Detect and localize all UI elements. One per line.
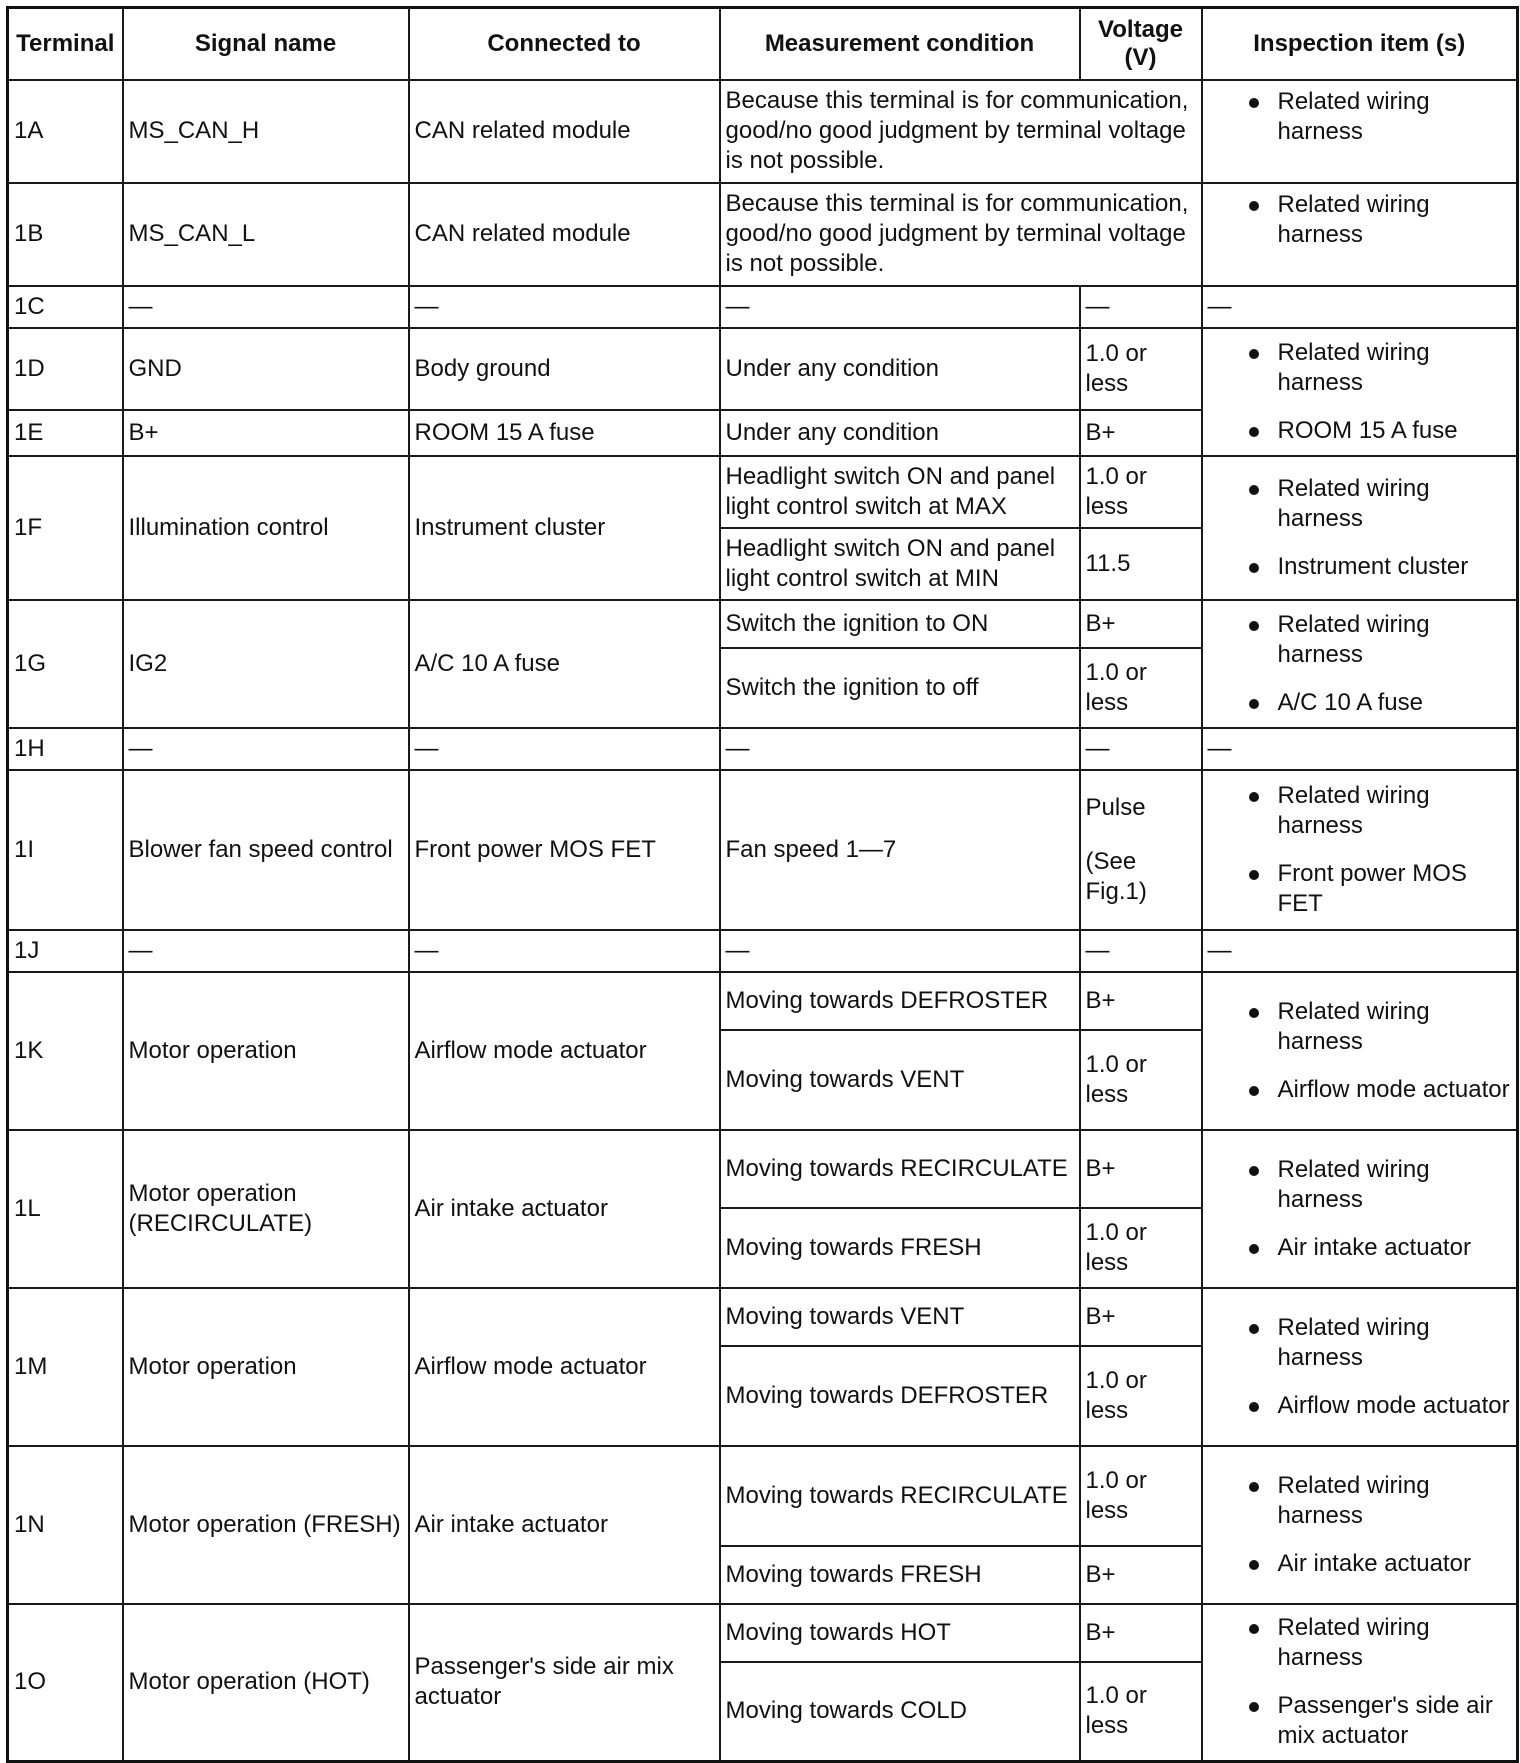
terminal-cell: 1E [8, 410, 123, 456]
condition-cell: Headlight switch ON and panel light control switch at MAX [720, 456, 1080, 528]
inspection-cell [1202, 770, 1518, 930]
inspection-cell [1202, 456, 1518, 600]
inspection-item: Air intake actuator [1208, 1549, 1512, 1579]
voltage-cell: B+ [1080, 600, 1202, 648]
voltage-note: (See Fig.1) [1085, 847, 1147, 905]
condition-cell: — [720, 728, 1080, 770]
terminal-cell: 1G [8, 600, 123, 728]
inspection-cell: — [1202, 728, 1518, 770]
inspection-cell [1202, 1446, 1518, 1604]
terminal-cell: 1M [8, 1288, 123, 1446]
condition-cell: Moving towards FRESH [720, 1208, 1080, 1288]
inspection-cell [1202, 600, 1518, 728]
condition-cell: Moving towards RECIRCULATE [720, 1446, 1080, 1546]
terminal-cell: 1I [8, 770, 123, 930]
header-voltage: Voltage (V) [1080, 8, 1202, 80]
terminal-cell: 1K [8, 972, 123, 1130]
inspection-item: Related wiring harness [1208, 87, 1512, 147]
condition-cell: Moving towards VENT [720, 1030, 1080, 1130]
signal-name-cell: Motor operation [123, 1288, 409, 1446]
table-row [8, 80, 1518, 183]
condition-cell: Fan speed 1—7 [720, 770, 1080, 930]
condition-cell: Headlight switch ON and panel light control switch at MIN [720, 528, 1080, 600]
signal-name-cell: — [123, 728, 409, 770]
table-row [8, 972, 1518, 1030]
signal-name-cell: MS_CAN_H [123, 80, 409, 183]
signal-name-cell: Blower fan speed control [123, 770, 409, 930]
signal-name-cell: IG2 [123, 600, 409, 728]
voltage-cell: 1.0 or less [1080, 1030, 1202, 1130]
condition-cell: Moving towards RECIRCULATE [720, 1130, 1080, 1208]
signal-name-cell: B+ [123, 410, 409, 456]
signal-name-cell: Motor operation (RECIRCULATE) [123, 1130, 409, 1288]
inspection-cell [1202, 1130, 1518, 1288]
table-row [8, 328, 1518, 410]
voltage-cell: B+ [1080, 972, 1202, 1030]
inspection-cell: — [1202, 930, 1518, 972]
signal-name-cell: MS_CAN_L [123, 183, 409, 286]
inspection-item: Passenger's side air mix actuator [1208, 1691, 1512, 1751]
signal-name-cell: Motor operation [123, 972, 409, 1130]
inspection-cell [1202, 972, 1518, 1130]
voltage-cell: — [1080, 286, 1202, 328]
table-row [8, 1130, 1518, 1208]
condition-cell: — [720, 930, 1080, 972]
table-row [8, 183, 1518, 286]
terminal-table [6, 6, 1519, 1763]
table-row [8, 456, 1518, 528]
inspection-item: Air intake actuator [1208, 1233, 1512, 1263]
voltage-cell: — [1080, 728, 1202, 770]
voltage-cell: 1.0 or less [1080, 456, 1202, 528]
connected-to-cell: CAN related module [409, 183, 720, 286]
connected-to-cell: Air intake actuator [409, 1446, 720, 1604]
condition-cell: Under any condition [720, 410, 1080, 456]
voltage-cell: — [1080, 930, 1202, 972]
terminal-cell: 1D [8, 328, 123, 410]
terminal-cell: 1C [8, 286, 123, 328]
voltage-cell: 1.0 or less [1080, 1662, 1202, 1762]
voltage-cell: 1.0 or less [1080, 648, 1202, 728]
voltage-cell: B+ [1080, 1288, 1202, 1346]
terminal-cell: 1N [8, 1446, 123, 1604]
terminal-cell: 1F [8, 456, 123, 600]
terminal-cell: 1A [8, 80, 123, 183]
connected-to-cell: Instrument cluster [409, 456, 720, 600]
terminal-cell: 1B [8, 183, 123, 286]
voltage-cell: 1.0 or less [1080, 1346, 1202, 1446]
inspection-item: Related wiring harness [1208, 610, 1512, 670]
header-inspection-items: Inspection item (s) [1202, 8, 1518, 80]
inspection-item: Related wiring harness [1208, 1613, 1512, 1673]
condition-cell: Switch the ignition to off [720, 648, 1080, 728]
signal-name-cell: — [123, 286, 409, 328]
signal-name-cell: — [123, 930, 409, 972]
voltage-cell: 1.0 or less [1080, 1208, 1202, 1288]
voltage-cell: 1.0 or less [1080, 1446, 1202, 1546]
table-row [8, 600, 1518, 648]
condition-cell: Moving towards HOT [720, 1604, 1080, 1662]
inspection-item: ROOM 15 A fuse [1208, 416, 1512, 446]
condition-cell: Moving towards VENT [720, 1288, 1080, 1346]
inspection-item: Related wiring harness [1208, 781, 1512, 841]
table-row [8, 1288, 1518, 1346]
header-connected-to: Connected to [409, 8, 720, 80]
inspection-item: A/C 10 A fuse [1208, 688, 1512, 718]
signal-name-cell: Motor operation (FRESH) [123, 1446, 409, 1604]
voltage-cell: B+ [1080, 1546, 1202, 1604]
table-row [8, 728, 1518, 770]
table-row [8, 770, 1518, 930]
inspection-cell: — [1202, 286, 1518, 328]
voltage-cell: B+ [1080, 410, 1202, 456]
communication-note-cell: Because this terminal is for communication, good/no good judgment by terminal voltage is not possible. [720, 80, 1202, 183]
communication-note-cell: Because this terminal is for communication, good/no good judgment by terminal voltage is not possible. [720, 183, 1202, 286]
connected-to-cell: — [409, 930, 720, 972]
inspection-item: Related wiring harness [1208, 1313, 1512, 1373]
inspection-item: Airflow mode actuator [1208, 1391, 1512, 1421]
connected-to-cell: Air intake actuator [409, 1130, 720, 1288]
inspection-item: Instrument cluster [1208, 552, 1512, 582]
connected-to-cell: CAN related module [409, 80, 720, 183]
inspection-item: Related wiring harness [1208, 338, 1512, 398]
header-signal-name: Signal name [123, 8, 409, 80]
inspection-cell [1202, 80, 1518, 183]
terminal-cell: 1H [8, 728, 123, 770]
condition-cell: Moving towards FRESH [720, 1546, 1080, 1604]
connected-to-cell: ROOM 15 A fuse [409, 410, 720, 456]
connected-to-cell: A/C 10 A fuse [409, 600, 720, 728]
condition-cell: Moving towards DEFROSTER [720, 1346, 1080, 1446]
signal-name-cell: GND [123, 328, 409, 410]
condition-cell: Under any condition [720, 328, 1080, 410]
inspection-item: Front power MOS FET [1208, 859, 1512, 919]
condition-cell: Moving towards DEFROSTER [720, 972, 1080, 1030]
connected-to-cell: Passenger's side air mix actuator [409, 1604, 720, 1762]
header-row [8, 8, 1518, 80]
inspection-item: Related wiring harness [1208, 1471, 1512, 1531]
inspection-cell [1202, 1288, 1518, 1446]
table-row [8, 930, 1518, 972]
terminal-cell: 1L [8, 1130, 123, 1288]
condition-cell: Switch the ignition to ON [720, 600, 1080, 648]
connected-to-cell: Front power MOS FET [409, 770, 720, 930]
connected-to-cell: Airflow mode actuator [409, 1288, 720, 1446]
inspection-item: Related wiring harness [1208, 997, 1512, 1057]
condition-cell: Moving towards COLD [720, 1662, 1080, 1762]
table-row [8, 286, 1518, 328]
terminal-cell: 1O [8, 1604, 123, 1762]
signal-name-cell: Motor operation (HOT) [123, 1604, 409, 1762]
connected-to-cell: — [409, 728, 720, 770]
inspection-item: Related wiring harness [1208, 474, 1512, 534]
connected-to-cell: Body ground [409, 328, 720, 410]
voltage-value: Pulse [1085, 793, 1146, 821]
inspection-item: Related wiring harness [1208, 1155, 1512, 1215]
connected-to-cell: Airflow mode actuator [409, 972, 720, 1130]
voltage-cell: 11.5 [1080, 528, 1202, 600]
header-terminal: Terminal [8, 8, 123, 80]
inspection-cell [1202, 183, 1518, 286]
inspection-item: Airflow mode actuator [1208, 1075, 1512, 1105]
inspection-cell [1202, 328, 1518, 456]
header-measurement-condition: Measurement condition [720, 8, 1080, 80]
inspection-item: Related wiring harness [1208, 190, 1512, 250]
voltage-cell: B+ [1080, 1130, 1202, 1208]
voltage-cell: 1.0 or less [1080, 328, 1202, 410]
inspection-cell [1202, 1604, 1518, 1762]
voltage-cell: B+ [1080, 1604, 1202, 1662]
terminal-cell: 1J [8, 930, 123, 972]
condition-cell: — [720, 286, 1080, 328]
connected-to-cell: — [409, 286, 720, 328]
table-row [8, 1604, 1518, 1662]
signal-name-cell: Illumination control [123, 456, 409, 600]
table-row [8, 1446, 1518, 1546]
voltage-cell [1080, 770, 1202, 930]
